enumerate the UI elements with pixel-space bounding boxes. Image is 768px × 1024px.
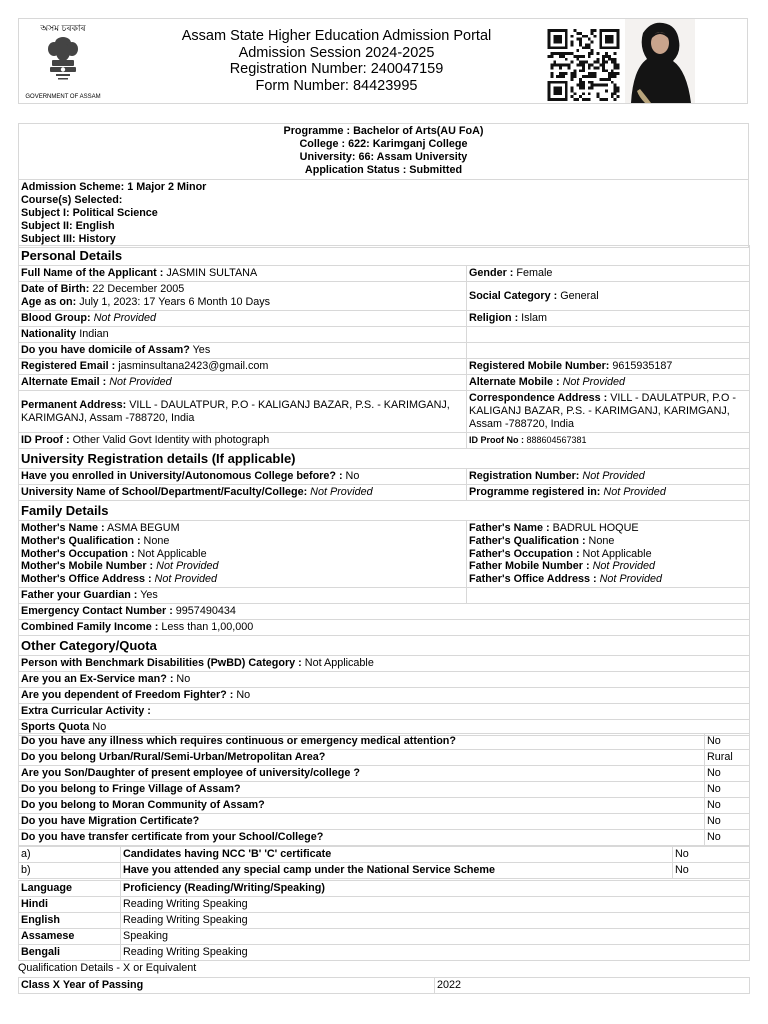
pwbd-category: Person with Benchmark Disabilities (PwBD) Category : Not Applicable — [19, 656, 750, 672]
quota-heading: Other Category/Quota — [19, 636, 750, 656]
language-header: Language — [19, 881, 121, 897]
alternate-email: Alternate Email : Not Provided — [19, 375, 467, 391]
subject-2: Subject II: English — [21, 220, 115, 232]
ncc-question: Have you attended any special camp under the National Service Scheme — [121, 863, 673, 879]
freedom-fighter: Are you dependent of Freedom Fighter? : No — [19, 688, 750, 704]
session-text: Admission Session 2024-2025 — [238, 44, 435, 61]
question-text: Do you belong Urban/Rural/Semi-Urban/Metropolitan Area? — [19, 750, 705, 766]
admission-scheme — [18, 180, 749, 248]
question-answer: No — [705, 766, 750, 782]
enrolled-before: Have you enrolled in University/Autonomous College before? : No — [19, 469, 467, 485]
registration-number: Registration Number: 240047159 — [229, 61, 444, 77]
lion-capital-icon — [43, 33, 83, 85]
question-answer: No — [705, 830, 750, 846]
scheme-line: Admission Scheme: 1 Major 2 Minor — [21, 181, 207, 193]
programme-summary — [18, 123, 749, 180]
emblem-caption: অসম চৰকাৰ — [40, 23, 86, 33]
nationality: Nationality Indian — [19, 327, 467, 343]
extra-curricular: Extra Curricular Activity : — [19, 704, 750, 720]
ncc-question: Candidates having NCC 'B' 'C' certificate — [121, 847, 673, 863]
ncc-key: a) — [19, 847, 121, 863]
university-registration-number: Registration Number: Not Provided — [467, 469, 750, 485]
permanent-address: Permanent Address: VILL - DAULATPUR, P.O - KALIGANJ BAZAR, P.S. - KARIMGANJ, KARIMGANJ, Assam -788720, India — [19, 391, 467, 433]
passing-year-label: Class X Year of Passing — [19, 978, 435, 994]
emergency-contact: Emergency Contact Number : 9957490434 — [19, 604, 750, 620]
applicant-name: Full Name of the Applicant : JASMIN SULTANA — [19, 266, 467, 282]
ncc-answer: No — [673, 847, 750, 863]
state-emblem — [23, 23, 103, 101]
language-name: English — [19, 913, 121, 929]
applicant-photo — [625, 19, 695, 103]
details-table — [18, 245, 750, 736]
family-income: Combined Family Income : Less than 1,00,000 — [19, 620, 750, 636]
qualification-table — [18, 977, 750, 994]
id-proof-number: ID Proof No : 888604567381 — [467, 433, 750, 449]
id-proof: ID Proof : Other Valid Govt Identity with photograph — [19, 433, 467, 449]
correspondence-address: Correspondence Address : VILL - DAULATPUR, P.O - KALIGANJ BAZAR, P.S. - KARIMGANJ, KARIMGANJ, Assam -788720, India — [467, 391, 750, 433]
university-name: University: 66: Assam University — [299, 151, 468, 163]
proficiency-header: Proficiency (Reading/Writing/Speaking) — [121, 881, 750, 897]
language-name: Hindi — [19, 897, 121, 913]
college-name: College : 622: Karimganj College — [299, 138, 468, 150]
language-section — [18, 880, 749, 961]
question-text: Do you have Migration Certificate? — [19, 814, 705, 830]
question-answer: No — [705, 814, 750, 830]
university-heading: University Registration details (If applicable) — [19, 449, 750, 469]
alternate-mobile: Alternate Mobile : Not Provided — [467, 375, 750, 391]
subject-1: Subject I: Political Science — [21, 207, 158, 219]
subject-3: Subject III: History — [21, 233, 116, 245]
question-answer: Rural — [705, 750, 750, 766]
programme-name: Programme : Bachelor of Arts(AU FoA) — [283, 125, 484, 137]
question-answer: No — [705, 798, 750, 814]
question-answer: No — [705, 782, 750, 798]
application-status: Application Status : Submitted — [304, 164, 463, 176]
qr-code — [546, 29, 621, 101]
questions-table — [18, 733, 750, 846]
header-text — [149, 28, 524, 94]
language-proficiency: Reading Writing Speaking — [121, 897, 750, 913]
question-text: Do you belong to Fringe Village of Assam? — [19, 782, 705, 798]
university-name-field: University Name of School/Department/Faculty/College: Not Provided — [19, 485, 467, 501]
questions-section — [18, 733, 749, 846]
mother-details: Mother's Name : ASMA BEGUM Mother's Qualification : None Mother's Occupation : Not Applicable Mother's Mobile Number : Not Provided Mother's Office Address : Not Provided — [19, 521, 467, 588]
details-section — [18, 245, 749, 736]
question-text: Do you have transfer certificate from your School/College? — [19, 830, 705, 846]
father-guardian: Father your Guardian : Yes — [19, 588, 467, 604]
ncc-section — [18, 846, 749, 879]
ncc-key: b) — [19, 863, 121, 879]
question-text: Are you Son/Daughter of present employee of university/college ? — [19, 766, 705, 782]
registered-mobile: Registered Mobile Number: 9615935187 — [467, 359, 750, 375]
blood-group: Blood Group: Not Provided — [19, 311, 467, 327]
qualification-title: Qualification Details - X or Equivalent — [18, 962, 197, 974]
social-category: Social Category : General — [467, 282, 750, 311]
form-number: Form Number: 84423995 — [255, 77, 418, 94]
language-proficiency: Speaking — [121, 929, 750, 945]
gender: Gender : Female — [467, 266, 750, 282]
emblem-footer: GOVERNMENT OF ASSAM — [25, 94, 101, 100]
language-name: Bengali — [19, 945, 121, 961]
personal-heading: Personal Details — [19, 246, 750, 266]
ncc-table — [18, 846, 750, 879]
question-answer: No — [705, 734, 750, 750]
courses-line: Course(s) Selected: — [21, 194, 123, 206]
qualification-section — [18, 977, 749, 994]
programme-section — [18, 123, 749, 248]
question-text: Do you belong to Moran Community of Assam? — [19, 798, 705, 814]
language-table — [18, 880, 750, 961]
page-header — [18, 18, 748, 104]
father-details: Father's Name : BADRUL HOQUE Father's Qualification : None Father's Occupation : Not Applicable Father Mobile Number : Not Provided Father's Office Address : Not Provided — [467, 521, 750, 588]
programme-registered: Programme registered in: Not Provided — [467, 485, 750, 501]
registered-email: Registered Email : jasminsultana2423@gmail.com — [19, 359, 467, 375]
ncc-answer: No — [673, 863, 750, 879]
domicile: Do you have domicile of Assam? Yes — [19, 343, 467, 359]
language-proficiency: Reading Writing Speaking — [121, 945, 750, 961]
ex-service: Are you an Ex-Service man? : No — [19, 672, 750, 688]
sports-quota: Sports Quota No — [19, 720, 750, 736]
passing-year-value: 2022 — [435, 978, 750, 994]
religion: Religion : Islam — [467, 311, 750, 327]
language-name: Assamese — [19, 929, 121, 945]
family-heading: Family Details — [19, 501, 750, 521]
portal-title: Assam State Higher Education Admission Portal — [181, 28, 492, 44]
dob-age: Date of Birth: 22 December 2005 Age as on: July 1, 2023: 17 Years 6 Month 10 Days — [19, 282, 467, 311]
language-proficiency: Reading Writing Speaking — [121, 913, 750, 929]
question-text: Do you have any illness which requires continuous or emergency medical attention? — [19, 734, 705, 750]
